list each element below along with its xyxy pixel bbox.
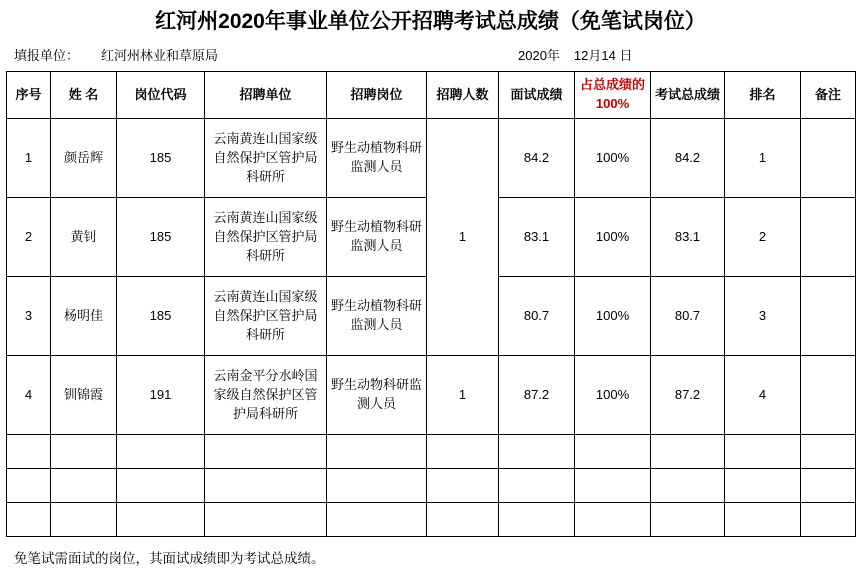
col-header-headcount: 招聘人数 <box>427 72 499 119</box>
cell-unit: 云南黄连山国家级自然保护区管护局科研所 <box>205 198 327 277</box>
cell-empty <box>651 503 725 537</box>
cell-total-score: 80.7 <box>651 277 725 356</box>
cell-empty <box>205 435 327 469</box>
cell-empty <box>327 469 427 503</box>
cell-index: 2 <box>7 198 51 277</box>
cell-percent: 100% <box>575 277 651 356</box>
cell-empty <box>651 469 725 503</box>
cell-empty <box>205 469 327 503</box>
report-date-year: 2020年 <box>518 47 560 63</box>
meta-row <box>6 42 855 71</box>
table-row <box>7 356 856 435</box>
cell-empty <box>651 435 725 469</box>
cell-name: 黄钊 <box>51 198 117 277</box>
cell-empty <box>725 503 801 537</box>
cell-percent: 100% <box>575 198 651 277</box>
cell-empty <box>327 435 427 469</box>
cell-total-score: 84.2 <box>651 119 725 198</box>
cell-name: 颜岳辉 <box>51 119 117 198</box>
cell-empty <box>575 503 651 537</box>
col-header-interview-score: 面试成绩 <box>499 72 575 119</box>
col-header-index: 序号 <box>7 72 51 119</box>
cell-post-code: 185 <box>117 119 205 198</box>
cell-interview-score: 84.2 <box>499 119 575 198</box>
cell-interview-score: 87.2 <box>499 356 575 435</box>
cell-empty <box>575 469 651 503</box>
cell-empty <box>427 503 499 537</box>
cell-remark <box>801 119 856 198</box>
cell-name: 杨明佳 <box>51 277 117 356</box>
cell-empty <box>51 435 117 469</box>
cell-empty <box>205 503 327 537</box>
cell-index: 3 <box>7 277 51 356</box>
cell-rank: 3 <box>725 277 801 356</box>
cell-remark <box>801 198 856 277</box>
col-header-post-code: 岗位代码 <box>117 72 205 119</box>
cell-headcount: 1 <box>427 356 499 435</box>
col-header-total-score: 考试总成绩 <box>651 72 725 119</box>
cell-post-code: 185 <box>117 198 205 277</box>
cell-unit: 云南金平分水岭国家级自然保护区管护局科研所 <box>205 356 327 435</box>
cell-unit: 云南黄连山国家级自然保护区管护局科研所 <box>205 277 327 356</box>
cell-total-score: 83.1 <box>651 198 725 277</box>
cell-empty <box>427 435 499 469</box>
cell-empty <box>327 503 427 537</box>
col-header-percent: 占总成绩的100% <box>575 72 651 119</box>
table-row-empty <box>7 469 856 503</box>
cell-remark <box>801 277 856 356</box>
cell-empty <box>801 469 856 503</box>
cell-post: 野生动植物科研监测人员 <box>327 119 427 198</box>
col-header-post: 招聘岗位 <box>327 72 427 119</box>
col-header-rank: 排名 <box>725 72 801 119</box>
cell-rank: 4 <box>725 356 801 435</box>
cell-empty <box>117 503 205 537</box>
cell-empty <box>117 435 205 469</box>
table-row <box>7 119 856 198</box>
cell-percent: 100% <box>575 356 651 435</box>
cell-name: 钏锦霞 <box>51 356 117 435</box>
col-header-unit: 招聘单位 <box>205 72 327 119</box>
cell-rank: 1 <box>725 119 801 198</box>
cell-index: 4 <box>7 356 51 435</box>
cell-post: 野生动植物科研监测人员 <box>327 198 427 277</box>
reporting-unit-label: 填报单位： <box>14 47 80 63</box>
cell-empty <box>575 435 651 469</box>
footnote: 免笔试需面试的岗位，其面试成绩即为考试总成绩。 <box>14 551 325 567</box>
cell-interview-score: 83.1 <box>499 198 575 277</box>
cell-empty <box>7 435 51 469</box>
cell-interview-score: 80.7 <box>499 277 575 356</box>
cell-empty <box>725 469 801 503</box>
table-body <box>7 119 856 537</box>
cell-empty <box>499 469 575 503</box>
cell-empty <box>51 503 117 537</box>
results-table <box>6 71 856 537</box>
cell-unit: 云南黄连山国家级自然保护区管护局科研所 <box>205 119 327 198</box>
table-row-empty <box>7 435 856 469</box>
report-date <box>518 45 632 64</box>
cell-empty <box>7 469 51 503</box>
cell-empty <box>499 435 575 469</box>
cell-post: 野生动物科研监测人员 <box>327 356 427 435</box>
cell-empty <box>7 503 51 537</box>
reporting-unit <box>14 45 218 64</box>
cell-post: 野生动植物科研监测人员 <box>327 277 427 356</box>
cell-empty <box>725 435 801 469</box>
report-date-monthday: 12月14 日 <box>573 47 633 63</box>
reporting-unit-value: 红河州林业和草原局 <box>101 47 219 63</box>
table-row-empty <box>7 503 856 537</box>
table-header-row <box>7 72 856 119</box>
cell-empty <box>117 469 205 503</box>
cell-remark <box>801 356 856 435</box>
col-header-name: 姓 名 <box>51 72 117 119</box>
page-title: 红河州2020年事业单位公开招聘考试总成绩（免笔试岗位） <box>155 10 706 33</box>
cell-empty <box>801 503 856 537</box>
col-header-remark: 备注 <box>801 72 856 119</box>
cell-empty <box>801 435 856 469</box>
cell-percent: 100% <box>575 119 651 198</box>
cell-empty <box>51 469 117 503</box>
cell-total-score: 87.2 <box>651 356 725 435</box>
cell-post-code: 185 <box>117 277 205 356</box>
cell-headcount: 1 <box>427 119 499 356</box>
cell-empty <box>499 503 575 537</box>
cell-post-code: 191 <box>117 356 205 435</box>
cell-rank: 2 <box>725 198 801 277</box>
cell-index: 1 <box>7 119 51 198</box>
cell-empty <box>427 469 499 503</box>
